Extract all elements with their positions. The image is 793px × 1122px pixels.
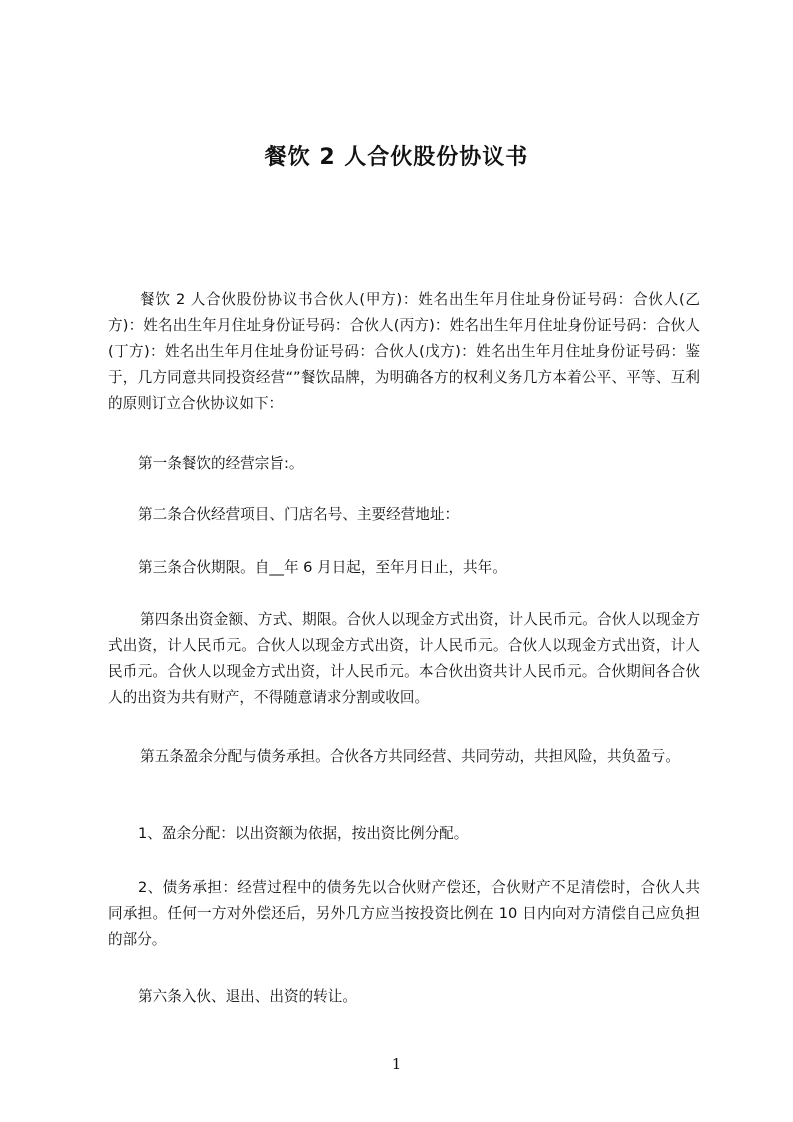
article-1-paragraph: 第一条餐饮的经营宗旨:。 [138,455,304,472]
document-title: 餐饮 2 人合伙股份协议书 [264,145,529,170]
article-5-paragraph: 第五条盈余分配与债务承担。合伙各方共同经营、共同劳动，共担风险，共负盈亏。 [140,748,680,765]
article-3-paragraph: 第三条合伙期限。自__年 6 月日起，至年月日止，共年。 [138,559,507,576]
debt-responsibility-paragraph: 2、债务承担：经营过程中的债务先以合伙财产偿还，合伙财产不足清偿时，合伙人共同承担。任何一方对外偿还后，另外几方应当按投资比例在 10 日内向对方清偿自己应负担的部分。 [108,879,700,948]
article-2-paragraph: 第二条合伙经营项目、门店名号、主要经营地址： [138,506,460,523]
intro-paragraph: 餐饮 2 人合伙股份协议书合伙人(甲方)：姓名出生年月住址身份证号码：合伙人(乙方)：姓名出生年月住址身份证号码：合伙人(丙方)：姓名出生年月住址身份证号码：合伙人(丁方)：姓名出生年月住址身份证号码：合伙人(戊方)：姓名出生年月住址身份证号码：鉴于，几方同意共同投资经营“”餐饮品牌，为明确各方的权利义务几方本着公平、平等、互利的原则订立合伙协议如下： [108,291,700,412]
article-4-paragraph: 第四条出资金额、方式、期限。合伙人以现金方式出资，计人民币元。合伙人以现金方式出资，计人民币元。合伙人以现金方式出资，计人民币元。合伙人以现金方式出资，计人民币元。合伙人以现金方式出资，计人民币元。本合伙出资共计人民币元。合伙期间各合伙人的出资为共有财产，不得随意请求分割或收回。 [108,611,700,706]
profit-distribution-paragraph: 1、盈余分配：以出资额为依据，按出资比例分配。 [138,825,469,842]
page-number: 1 [391,1055,402,1073]
article-6-paragraph: 第六条入伙、退出、出资的转让。 [138,988,357,1005]
